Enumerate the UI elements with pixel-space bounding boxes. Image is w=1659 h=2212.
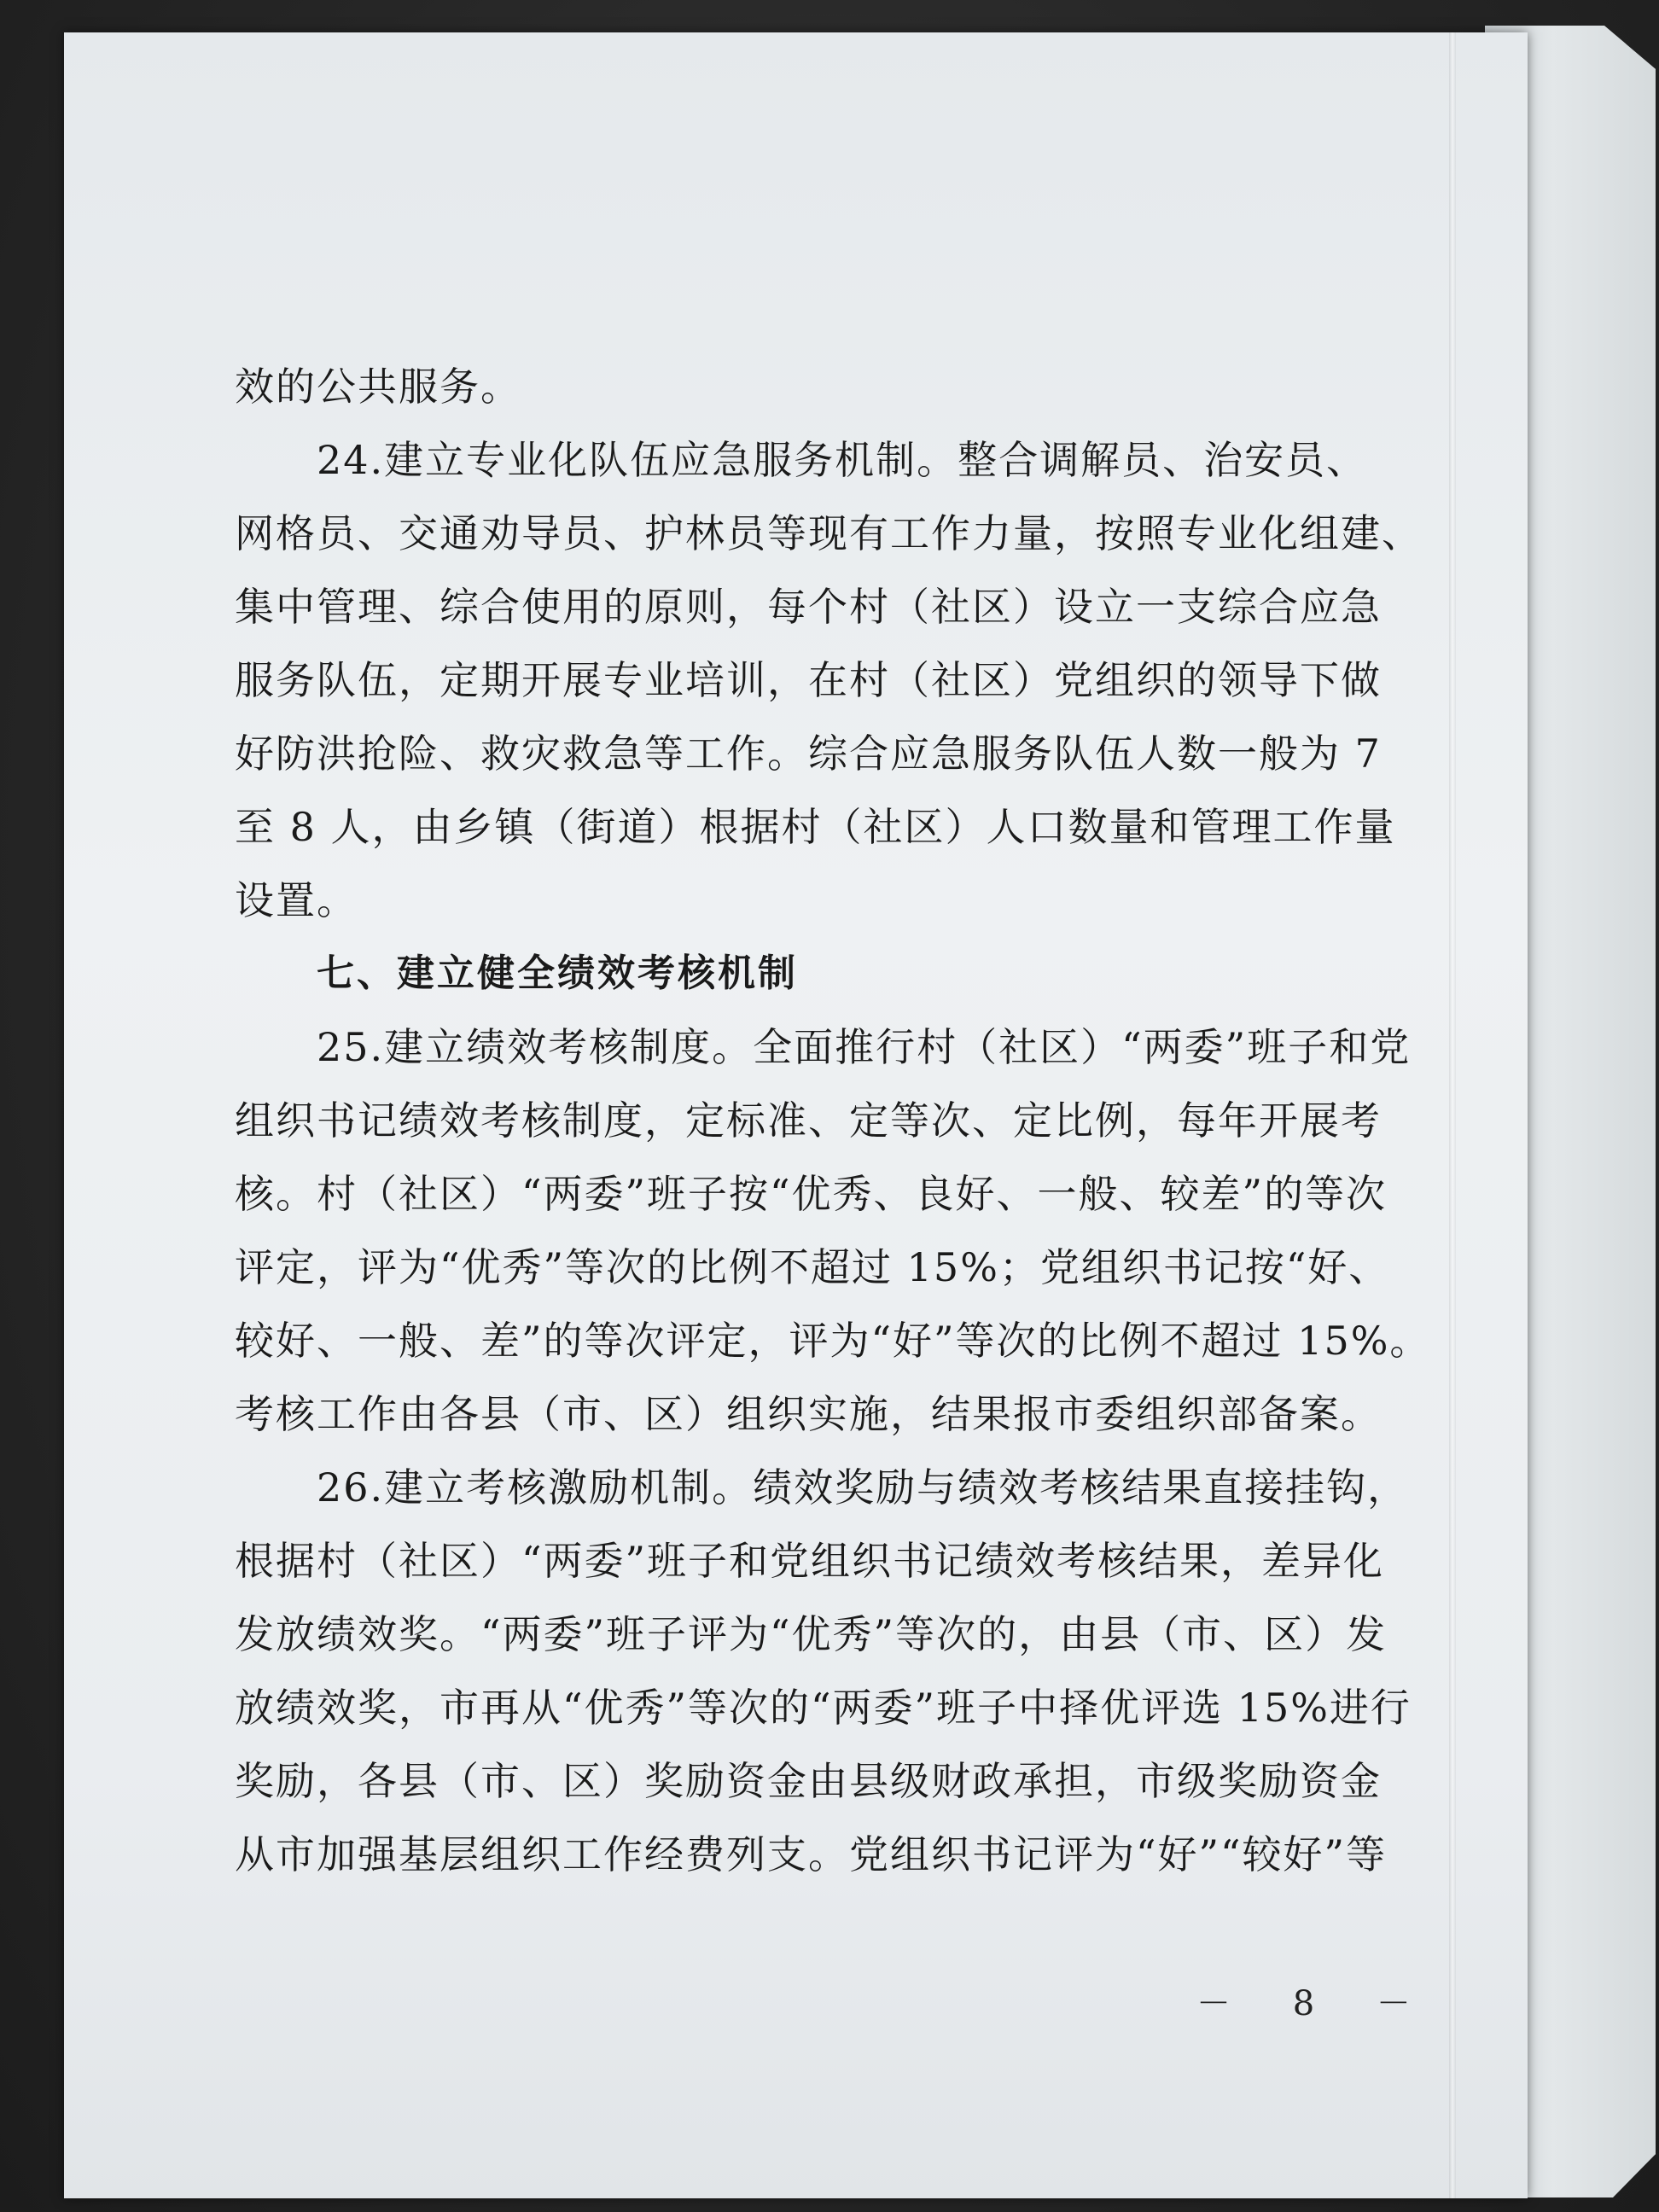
paragraph-line: 效的公共服务。 xyxy=(235,364,521,410)
paragraph-line: 集中管理、综合使用的原则，每个村（社区）设立一支综合应急 xyxy=(235,584,1382,630)
paragraph-line: 评定，评为“优秀”等次的比例不超过 15%；党组织书记按“好、 xyxy=(235,1244,1390,1290)
document-body xyxy=(235,350,1431,1891)
paragraph-line: 根据村（社区）“两委”班子和党组织书记绩效考核结果，差异化 xyxy=(235,1538,1385,1584)
paragraph-line: 放绩效奖，市再从“优秀”等次的“两委”班子中择优评选 15%进行 xyxy=(235,1685,1412,1731)
paragraph-line: 设置。 xyxy=(235,877,358,923)
paragraph-line: 服务队伍，定期开展专业培训，在村（社区）党组织的领导下做 xyxy=(235,657,1382,703)
paragraph-line: 25.建立绩效考核制度。全面推行村（社区）“两委”班子和党 xyxy=(317,1024,1412,1070)
paragraph-line: 至 8 人，由乡镇（街道）根据村（社区）人口数量和管理工作量 xyxy=(235,804,1396,850)
paragraph-line: 较好、一般、差”的等次评定，评为“好”等次的比例不超过 15%。 xyxy=(235,1318,1431,1364)
section-heading: 七、建立健全绩效考核机制 xyxy=(317,952,798,995)
paragraph-line: 好防洪抢险、救灾救急等工作。综合应急服务队伍人数一般为 7 xyxy=(235,731,1382,777)
paragraph-line: 发放绩效奖。“两委”班子评为“优秀”等次的，由县（市、区）发 xyxy=(235,1611,1388,1657)
paragraph-line: 网格员、交通劝导员、护林员等现有工作力量，按照专业化组建、 xyxy=(235,510,1423,556)
paragraph-line: 奖励，各县（市、区）奖励资金由县级财政承担，市级奖励资金 xyxy=(235,1758,1382,1804)
paragraph-line: 26.建立考核激励机制。绩效奖励与绩效考核结果直接挂钩， xyxy=(317,1464,1409,1511)
paragraph-line: 核。村（社区）“两委”班子按“优秀、良好、一般、较差”的等次 xyxy=(235,1171,1388,1217)
paragraph-line: 考核工作由各县（市、区）组织实施，结果报市委组织部备案。 xyxy=(235,1391,1382,1437)
page-fold-shadow xyxy=(1449,32,1456,2198)
paragraph-line: 组织书记绩效考核制度，定标准、定等次、定比例，每年开展考 xyxy=(235,1097,1382,1144)
page-number: － 8 － xyxy=(1196,1984,1436,2023)
paragraph-line: 24.建立专业化队伍应急服务机制。整合调解员、治安员、 xyxy=(317,437,1368,483)
paragraph-line: 从市加强基层组织工作经费列支。党组织书记评为“好”“较好”等 xyxy=(235,1831,1388,1877)
